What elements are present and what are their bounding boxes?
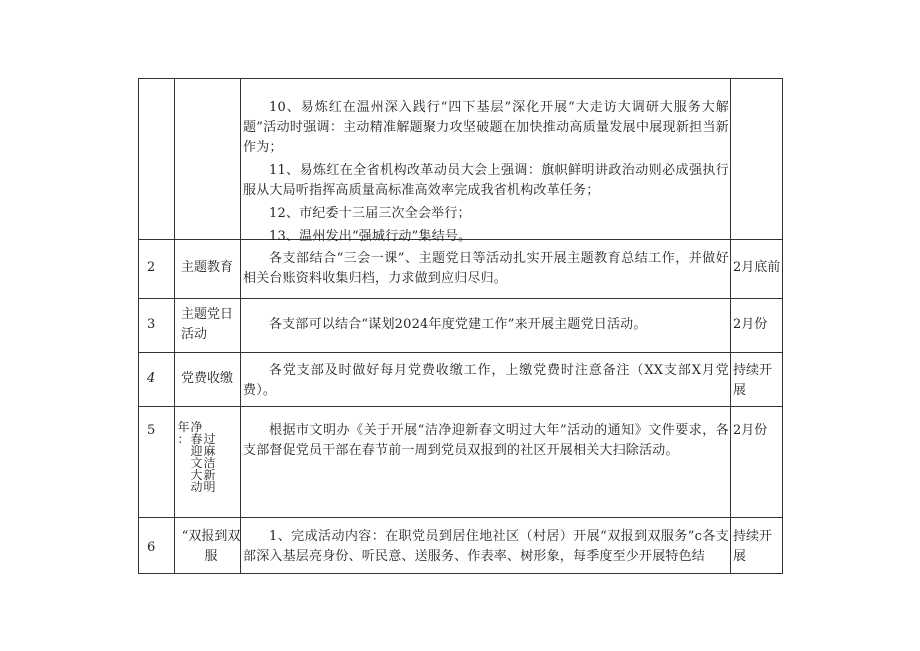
title-char: 麻	[203, 444, 216, 458]
title-char: 净	[190, 420, 203, 434]
row-divider	[139, 298, 782, 299]
row-content	[243, 527, 729, 567]
row-title: 主题党日活动	[181, 307, 234, 342]
content-item-11: 11、易炼红在全省机构改革动员大会上强调：旗帜鲜明讲政治动则必成强执行服从大局听指挥高质量高标准高效率完成我省机构改革任务；	[243, 163, 729, 198]
content-paragraph: 各支部可以结合“谋划2024年度党建工作”来开展主题党日活动。	[269, 317, 647, 332]
row-number: 3	[147, 317, 156, 332]
title-char: 大	[190, 468, 203, 482]
row-number: 4	[147, 371, 156, 386]
row-number: 6	[147, 540, 156, 555]
row-content	[243, 249, 729, 289]
column-divider	[174, 79, 175, 573]
row-title: 主题教育	[181, 260, 234, 275]
row-content	[243, 361, 729, 401]
work-plan-table	[138, 78, 783, 574]
row-1-content	[243, 98, 729, 247]
content-paragraph: 各支部结合“三会一课”、主题党日等活动扎实开展主题教育总结工作，并做好相关台账资料收集归档，力求做到应归尽归。	[243, 251, 729, 286]
row-content	[243, 315, 729, 335]
content-paragraph: 1、完成活动内容：在职党员到居住地社区（村居）开展“双报到双服务”c各支部深入基层亮身份、听民意、送服务、作表率、树形象，每季度至少开展特色结	[243, 529, 729, 564]
row-number: 5	[147, 423, 156, 438]
content-item-13: 13、温州发出“强城行动”集结号。	[269, 229, 472, 244]
content-paragraph: 各党支部及时做好每月党费收缴工作，上缴党费时注意备注（XX支部X月党费）。	[243, 363, 729, 398]
row-divider	[139, 517, 782, 518]
row-number: 2	[147, 260, 156, 275]
title-column	[190, 421, 203, 493]
row-time: 持续开展	[733, 529, 773, 564]
title-char: 动	[190, 480, 203, 494]
title-char: 迎	[190, 444, 203, 458]
title-char: 春	[190, 432, 203, 446]
content-paragraph: 根据市文明办《关于开展“洁净迎新春文明过大年”活动的通知》文件要求，各支部督促党员干部在春节前一周到党员双报到的社区开展相关大扫除活动。	[243, 423, 729, 458]
row-divider	[139, 352, 782, 353]
row-title: “双报到双服	[181, 529, 241, 564]
title-char: ：	[177, 432, 190, 446]
title-char: 明	[203, 480, 216, 494]
content-item-12: 12、市纪委十三届三次全会举行；	[269, 206, 471, 221]
title-char: 文	[190, 456, 203, 470]
row-content	[243, 421, 729, 461]
title-column	[177, 421, 190, 445]
row-title: 党费收缴	[181, 371, 234, 386]
row-time: 持续开展	[733, 363, 773, 398]
title-char: 洁	[203, 456, 216, 470]
row-time: 2月份	[733, 423, 768, 438]
title-column	[203, 433, 216, 493]
row-time: 2月份	[733, 317, 768, 332]
column-divider	[730, 79, 731, 573]
row-time: 2月底前	[733, 260, 781, 275]
content-item-10: 10、易炼红在温州深入践行“四下基层”深化开展“大走访大调研大服务大解题”活动时强调：主动精准解题聚力攻坚破题在加快推动高质量发展中展现新担当新作为；	[243, 100, 729, 155]
title-char: 过	[203, 432, 216, 446]
column-divider	[240, 79, 241, 573]
row-divider	[139, 406, 782, 407]
title-char: 新	[203, 468, 216, 482]
title-char: 年	[177, 420, 190, 434]
